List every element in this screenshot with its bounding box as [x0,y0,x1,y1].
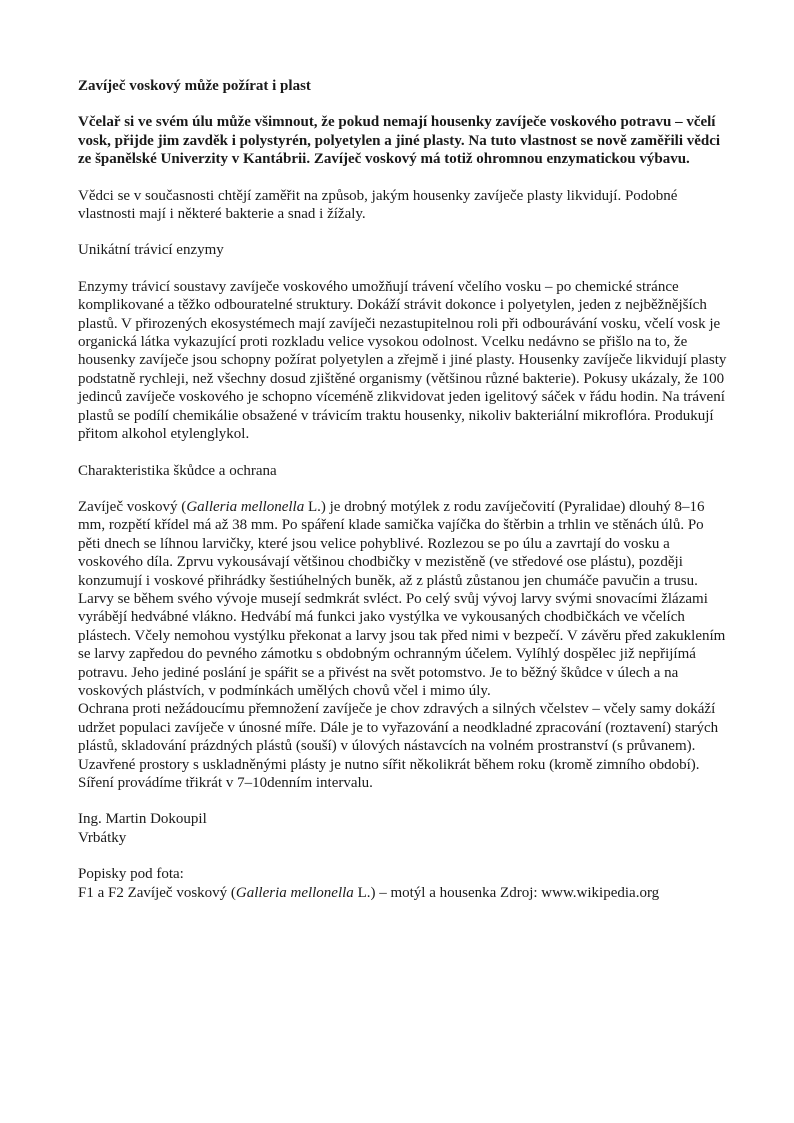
pest-text-rest: L.) je drobný motýlek z rodu zavíječovití (Pyralidae) dlouhý 8–16 mm, rozpětí křídel má až 38 mm. Po spáření klade samička vajíčka do štěrbin a trhlin ve stěnách úlů. Po pěti dnech se líhnou larvičky, které jsou velice pohyblivé. Rozlezou se po úlu a zavrtají do vosku a voskového díla. Zprvu vykousávají většinou chodbičky v mezistěně (ve středové ose plástu), později konzumují i voskové přihrádky šestiúhelných buněk, až z plástů zůstanou jen chumáče pavučin a trusu. Larvy se během svého vývoje musejí sedmkrát svléct. Po celý svůj vývoj larvy svými snovacími žlázami vyrábějí hedvábné vlákno. Hedvábí má funkci jako vystýlka ve vykousaných chodbičkách ve včelích plástech. Včely nemohou vystýlku překonat a larvy jsou tak před nimi v bezpečí. V závěru před zakuklením se larvy zapředou do pevného zámotku s obdobným ochranným účelem. Vylíhlý dospělec již nepřijímá potravu. Jeho jediné poslání je spářit se a přivést na svět potomstvo. Je to běžný škůdce v úlech a na voskových plástvích, v podmínkách umělých chovů včel i mimo úly. [78,498,726,699]
caption-block [78,865,728,902]
caption-latin-name: Galleria mellonella [235,884,354,901]
document-page [78,77,728,920]
author-name: Ing. Martin Dokoupil [78,811,207,828]
article-lead: Včelař si ve svém úlu může všimnout, že pokud nemají housenky zavíječe voskového potravu – včelí vosk, přijde jim zavděk i polystyrén, polyetylen a jiné plasty. Na tuto vlastnost se nově zaměřili vědci ze španělské Univerzity v Kantábrii. Zavíječ voskový má totiž ohromnou enzymatickou výbavu. [78,114,721,168]
pest-text-start: Zavíječ voskový ( [78,498,187,515]
caption-text-rest: L.) – motýl a housenka Zdroj: www.wikipedia.org [353,884,660,901]
author-block [78,810,728,847]
author-place: Vrbátky [78,829,127,846]
article-title: Zavíječ voskový může požírat i plast [78,78,311,94]
latin-name: Galleria mellonella [186,498,305,515]
captions-heading: Popisky pod fota: [78,866,184,883]
protection-paragraph: Ochrana proti nežádoucímu přemnožení zavíječe je chov zdravých a silných včelstev – včely samy dokáží udržet populaci zavíječe v únosné míře. Dále je to vyřazování a neodkladné zpracování (roztavení) starých plástů, skladování prázdných plástů (souší) v úlových nástavcích na volném prostranství (s průvanem). Uzavřené prostory s uskladněnými plásty je nutno sířit několikrát během roku (kromě zimního období). Síření provádíme třikrát v 7–10denním intervalu. [78,701,719,791]
intro-paragraph: Vědci se v současnosti chtějí zaměřit na způsob, jakým housenky zavíječe plasty likvidují. Podobné vlastnosti mají i některé bakterie a snad i žížaly. [78,187,678,223]
enzymes-paragraph: Enzymy trávicí soustavy zavíječe voskového umožňují trávení včelího vosku – po chemické stránce komplikované a těžko odbouratelné struktury. Dokáží strávit dokonce i polyetylen, jeden z nejběžnějších plastů. V přirozených ekosystémech mají zavíječi nezastupitelnou roli při odbourávání vosku, včelí vosk je organická látka vykazující proti rozkladu velice vysokou odolnost. Vcelku nedávno se přišlo na to, že housenky zavíječe jsou schopny požírat polyetylen a zřejmě i jiné plasty. Housenky zavíječe likvidují plasty podstatně rychleji, než všechny dosud zjištěné organismy (většinou různé bakterie). Pokusy ukázaly, že 100 jedinců zavíječe voskového je schopno víceméně zlikvidovat jeden igelitový sáček v řádu hodin. Na trávení plastů se podílí chemikálie obsažené v trávicím traktu housenky, nikoliv bakteriální mikroflóra. Produkují přitom alkohol etylenglykol. [78,278,727,443]
section-heading-pest: Charakteristika škůdce a ochrana [78,462,277,479]
pest-paragraph [78,498,728,700]
caption-line [78,884,728,902]
caption-text-start: F1 a F2 Zavíječ voskový ( [78,884,236,901]
section-heading-enzymes: Unikátní trávicí enzymy [78,242,224,259]
